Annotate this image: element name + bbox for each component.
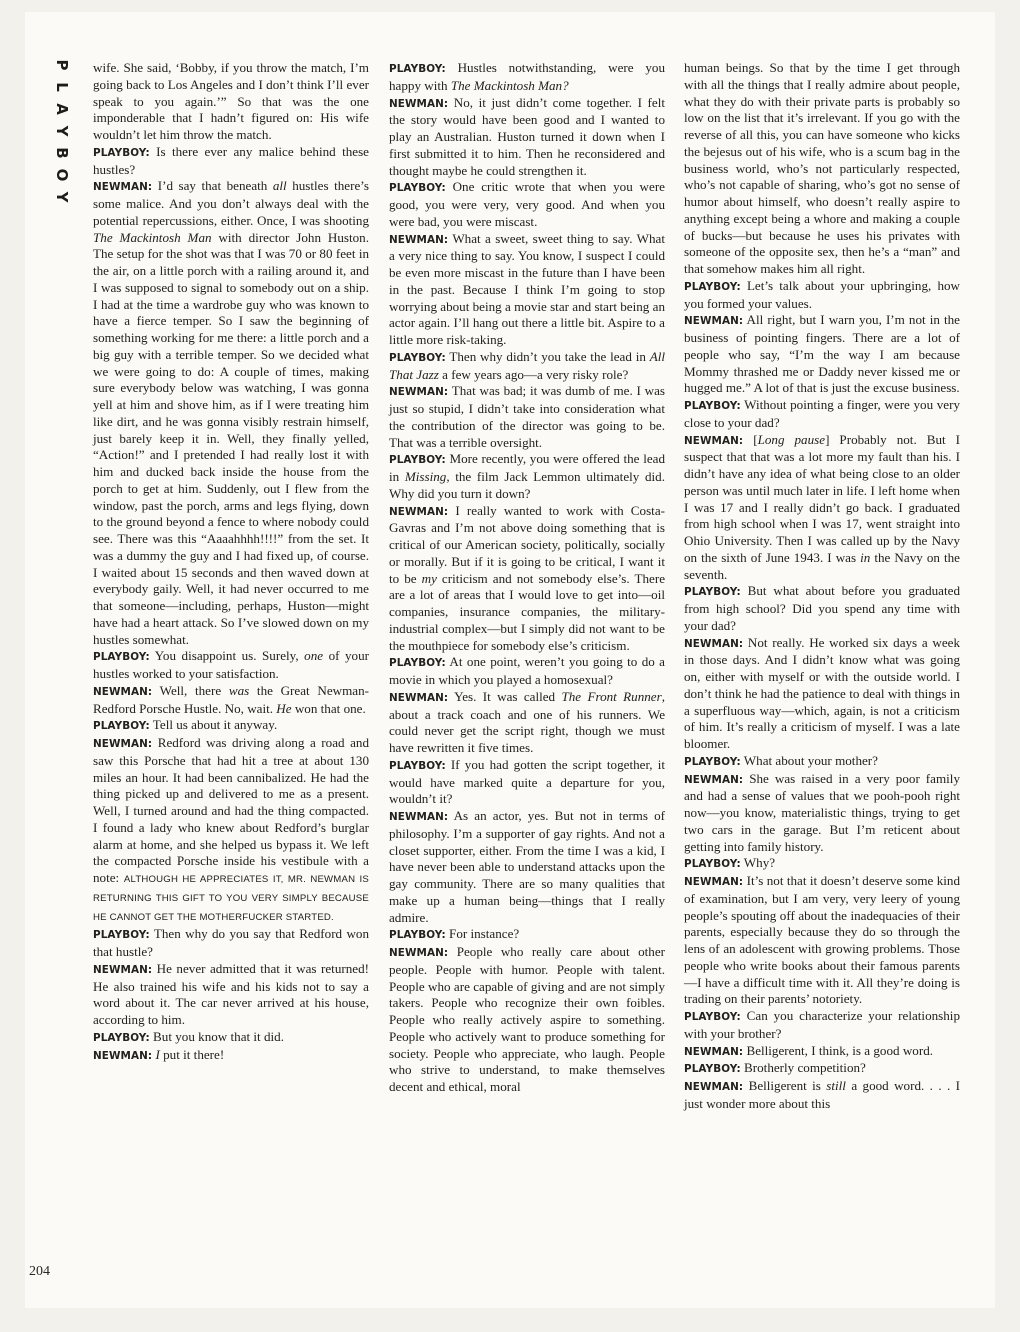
body-text: of your hustles worked to your satisfaction.: [93, 648, 369, 681]
interview-paragraph: [389, 231, 665, 349]
body-text: For instance?: [445, 926, 520, 942]
body-text: won that one.: [291, 700, 366, 716]
body-text: a good word. . . . I just wonder more about this: [684, 1078, 961, 1111]
italic-text: Long pause: [757, 431, 826, 447]
interview-paragraph: [684, 432, 960, 584]
speaker-label: NEWMAN:: [93, 738, 153, 750]
body-text: As an actor, yes. But not in terms of philosophy. I’m a supporter of gay rights. And not a closet supporter, either. From the time I was a kid, I have never been able to understand attacks upon the gay community. There are so many qualities that make up a human being—things that I really admire.: [389, 808, 665, 925]
speaker-label: NEWMAN:: [389, 233, 449, 246]
body-text: But you know that it did.: [149, 1028, 284, 1044]
speaker-label: PLAYBOY:: [684, 586, 741, 599]
body-text: a few years ago—a very risky role?: [438, 366, 629, 382]
speaker-label: PLAYBOY:: [389, 454, 446, 467]
interview-paragraph: [389, 757, 665, 808]
body-text: the Great Newman-Redford Porsche Hustle. No, wait.: [93, 682, 369, 716]
body-text: He never admitted that it was returned! He also trained his wife and his kids not to say a word about it. The car never arrived at his house, according to him.: [93, 960, 369, 1027]
page-number: 204: [29, 1264, 50, 1279]
body-text: Belligerent is: [743, 1078, 827, 1093]
text-column-1: [93, 60, 369, 1064]
interview-paragraph: [389, 944, 665, 1096]
interview-paragraph: [389, 689, 665, 757]
speaker-label: PLAYBOY:: [389, 351, 446, 364]
italic-text: one: [304, 648, 324, 664]
interview-paragraph: [684, 583, 960, 634]
body-text: Why?: [740, 855, 776, 871]
speaker-label: NEWMAN:: [389, 97, 449, 110]
italic-text: in: [860, 549, 871, 565]
running-title: P L A Y B O Y: [53, 59, 71, 203]
interview-paragraph: [93, 717, 369, 735]
interview-paragraph: [684, 855, 960, 873]
body-text: wife. She said, ‘Bobby, if you throw the match, I’m going back to Los Angeles and I don’t think I’ll ever speak to you again.’” So that was the one imponderable that I hadn’t figured on: His wife wouldn’t let him throw the match.: [93, 60, 369, 142]
speaker-label: PLAYBOY:: [93, 146, 150, 159]
italic-text: He: [276, 700, 292, 716]
interview-paragraph: [93, 178, 369, 648]
interview-paragraph: [93, 648, 369, 683]
body-text: What about your mother?: [740, 752, 878, 768]
body-text: the Navy on the seventh.: [684, 549, 960, 582]
body-text: I’d say that beneath: [152, 178, 273, 194]
speaker-label: PLAYBOY:: [389, 657, 446, 670]
interview-paragraph: [93, 926, 369, 961]
body-text: criticism and not somebody else’s. There are a lot of areas that I would love to get into—oil companies, insurance companies, the military-industrial complex—but I simply did not want to be the mouthpiece for somebody else’s criticism.: [389, 570, 666, 653]
interview-paragraph: [389, 179, 665, 230]
text-column-2: [389, 60, 665, 1096]
interview-paragraph: [389, 95, 665, 180]
body-text: Is there ever any malice behind these hustles?: [93, 143, 369, 177]
body-text: People who really care about other people. People with humor. People with talent. People who are capable of giving and are not simply takers. People who recognize their own foibles. People who really actively aspire to something. People who actively want to produce something for society. People who appreciate, who laugh. People who strive to understand, to make themselves decent and ethical, moral: [389, 944, 665, 1094]
speaker-label: NEWMAN:: [389, 505, 449, 518]
italic-text: was: [228, 682, 250, 698]
interview-paragraph: [684, 397, 960, 432]
speaker-label: PLAYBOY:: [93, 1031, 150, 1044]
body-text: human beings. So that by the time I get through with all the things that I really admire about people, what they do with their private parts is probably so low on the list that it’s irrelevant. If you go with the reverse of all this, you can have someone who kicks the bejesus out of his wife, who is a scum bag in the business world, who’s not particularly respected, who’s not capable of sharing, who’s got no sense of humor about himself, who doesn’t really aspire to anything except being a whore and making a couple of bucks—but because he uses his privates with someone of the opposite sex, then he’s a “man” and that somehow makes him all right.: [684, 60, 960, 276]
body-text: Hustles notwithstanding, were you happy with: [389, 60, 665, 93]
interview-paragraph: [389, 349, 665, 384]
body-text: She was raised in a very poor family and had a sense of values that we pooh-pooh right now—you know, materialistic things, trying to get two cars in the garage. But I’m reticent about getting into family history.: [684, 770, 960, 854]
speaker-label: NEWMAN:: [684, 1081, 744, 1093]
speaker-label: NEWMAN:: [684, 876, 744, 888]
interview-paragraph: [684, 753, 960, 771]
italic-text: The Mackintosh Man: [93, 229, 212, 245]
note-text: ALTHOUGH HE APPRECIATES IT, MR. NEWMAN IS RETURNING THIS GIFT TO YOU VERY SIMPLY BECAUSE HE CANNOT GET THE MOTHERFUCKER STARTED.: [93, 874, 369, 923]
body-text: That was bad; it was dumb of me. I was just so stupid, I didn’t take into consideration what the contribution of the director was going to be. That was a terrible oversight.: [389, 383, 665, 450]
body-text: put it there!: [159, 1046, 225, 1062]
speaker-label: PLAYBOY:: [684, 280, 741, 293]
speaker-label: PLAYBOY:: [389, 182, 446, 195]
italic-text: All That Jazz: [389, 348, 665, 382]
body-text: Can you characterize your relationship with your brother?: [684, 1008, 960, 1041]
body-text: But what about before you graduated from high school? Did you spend any time with your dad?: [684, 583, 960, 633]
speaker-label: PLAYBOY:: [684, 858, 741, 871]
speaker-label: PLAYBOY:: [684, 755, 741, 768]
interview-paragraph: [684, 1008, 960, 1043]
interview-paragraph: [684, 1043, 960, 1061]
speaker-label: PLAYBOY:: [389, 759, 446, 772]
interview-paragraph: [93, 683, 369, 718]
body-text: One critic wrote that when you were good, you were very, very good. And when you were bad, you were miscast.: [389, 179, 665, 229]
interview-paragraph: [684, 635, 960, 753]
interview-paragraph: [93, 144, 369, 179]
body-text: Belligerent, I think, is a good word.: [743, 1042, 934, 1058]
italic-text: Missing: [404, 469, 447, 484]
italic-text: The Front Runner: [561, 688, 662, 704]
speaker-label: NEWMAN:: [684, 1045, 744, 1058]
interview-paragraph: [389, 383, 665, 451]
body-text: ] Probably not. But I suspect that that was a lot more my fault than his. I didn’t have any idea of what being close to an older person was until much later in life. I left home when I was 17 and I really didn’t go back. I graduated from high school when I was 17, went straight into Ohio University. Then I was called up by the Navy on the sixth of June 1943. I was: [684, 431, 960, 565]
body-text: Redford was driving along a road and saw this Porsche that had hit a tree at about 130 miles an hour. It had been cannibalized. He had the thing picked up and delivered to me as a present. Well, I turned around and had the thing compacted. I found a lady who knew about Redford’s burglar alarm at home, and she helped us bypass it. We left the compacted Porsche inside his vestibule with a note:: [93, 735, 369, 885]
italic-text: The Mackintosh Man?: [450, 77, 569, 93]
speaker-label: NEWMAN:: [389, 386, 449, 399]
speaker-label: NEWMAN:: [684, 434, 744, 447]
body-text: Then why do you say that Redford won that hustle?: [93, 926, 369, 959]
speaker-label: PLAYBOY:: [684, 400, 741, 412]
interview-paragraph: [93, 60, 369, 144]
speaker-label: NEWMAN:: [93, 1049, 153, 1062]
body-text: Without pointing a finger, were you very close to your dad?: [684, 397, 960, 430]
body-text: Not really. He worked six days a week in those days. And I didn’t know what was going on, either with myself or with the outside world. I don’t think he had the patience to deal with things in a superfluous way—which, again, is not a criticism of him. It’s really a criticism of myself. I was a late bloomer.: [684, 634, 960, 751]
interview-paragraph: [684, 1078, 960, 1113]
body-text: with director John Huston. The setup for the shot was that I was 70 or 80 feet in the air, on a little porch with a railing around it, and I was supposed to signal to somebody out on a ship. I had at the time a wardrobe guy who was known to have a fierce temper. So I saw the beginning of something working for me there: a little porch and a big guy with a terrible temper. So we decided what we were going to do: A couple of times, making sure everybody below was watching, I was gonna yell at him and shove him, as if I were treating him like dirt, and he was gonna visibly restrain himself, just barely keep it in. Well, they finally yelled, “Action!” and I pretended I had really lost it with him and ducked back inside the house from the porch to get at him. Suddenly, out I flew from the window, past the porch, arms and legs flying, down to the ground beyond a fence to where nobody could see. There was this “Aaaahhhh!!!!” from the set. It was a dummy the guy and I had fixed up, of course. I waited about 15 seconds and then waved down at everybody gaily. Well, it had never occurred to me that someone—including, perhaps, Huston—might have had a heart attack. So I’ve slowed down on my hustles somewhat.: [93, 229, 369, 647]
interview-paragraph: [684, 60, 960, 278]
speaker-label: PLAYBOY:: [389, 63, 446, 75]
body-text: Yes. It was called: [448, 688, 562, 704]
body-text: What a sweet, sweet thing to say. What a very nice thing to say. You know, I suspect I could be even more miscast in the future than I have been in the past. Because I think I’m going to stop worrying about being a movie star and start being an actor again. I’ll hang out there a little bit. Aspire to a little more risk-taking.: [389, 230, 665, 347]
interview-paragraph: [684, 771, 960, 856]
body-text: It’s not that it doesn’t deserve some kind of examination, but I am very, very leery of young people’s spouting off about the inadequacies of their parents, especially because they do so through the lens of an adolescent with growing problems. Those people who write books about their famous parents—I have a difficult time with it. All they’re doing is trading on their parents’ notoriety.: [684, 873, 960, 1007]
speaker-label: NEWMAN:: [684, 773, 744, 786]
speaker-label: NEWMAN:: [93, 181, 153, 194]
interview-paragraph: [93, 1029, 369, 1047]
speaker-label: PLAYBOY:: [93, 720, 150, 733]
interview-paragraph: [389, 808, 665, 926]
italic-text: I: [155, 1046, 160, 1062]
body-text: [: [743, 431, 758, 447]
body-text: hustles there’s some malice. And you don’t always deal with the potential repercussions, either. Once, I was shooting: [93, 178, 369, 228]
interview-paragraph: [389, 926, 665, 944]
text-column-3: [684, 60, 960, 1113]
body-text: Brotherly competition?: [740, 1060, 866, 1076]
speaker-label: NEWMAN:: [684, 637, 744, 650]
interview-paragraph: [389, 654, 665, 689]
speaker-label: NEWMAN:: [684, 315, 744, 328]
italic-text: all: [272, 178, 287, 194]
interview-paragraph: [93, 961, 369, 1029]
interview-paragraph: [684, 278, 960, 313]
interview-paragraph: [684, 312, 960, 397]
speaker-label: NEWMAN:: [389, 691, 449, 704]
italic-text: still: [826, 1078, 846, 1093]
body-text: Let’s talk about your upbringing, how you formed your values.: [684, 277, 960, 311]
interview-paragraph: [93, 1047, 369, 1065]
body-text: All right, but I warn you, I’m not in the business of pointing fingers. There are a lot of people who say, “I’m the way I am because Mommy thrashed me or Daddy never kissed me or hugged me.” A lot of that is just the excuse business.: [684, 312, 960, 396]
body-text: You disappoint us. Surely,: [149, 648, 305, 664]
speaker-label: PLAYBOY:: [684, 1011, 741, 1023]
body-text: I really wanted to work with Costa-Gavras and I’m not above doing something that is critical of our American society, politically, socially or morally. But if it is going to be critical, I want it to be: [389, 502, 665, 586]
interview-paragraph: [684, 1060, 960, 1078]
interview-paragraph: [389, 451, 665, 502]
body-text: If you had gotten the script together, it would have marked quite a departure for you, wouldn’t it?: [389, 756, 665, 807]
body-text: , about a track coach and one of his runners. We could never get the script right, though we must have rewritten it five times.: [389, 688, 665, 755]
speaker-label: PLAYBOY:: [93, 929, 150, 942]
interview-paragraph: [389, 503, 665, 655]
speaker-label: PLAYBOY:: [684, 1063, 741, 1076]
speaker-label: NEWMAN:: [93, 685, 153, 698]
speaker-label: NEWMAN:: [389, 947, 449, 959]
speaker-label: NEWMAN:: [93, 963, 153, 976]
body-text: No, it just didn’t come together. I felt the story would have been good and I wanted to play an Australian. Huston turned it down when I first submitted it to him. Then he reconsidered and thought maybe he could strengthen it.: [389, 94, 665, 178]
body-text: More recently, you were offered the lead in: [389, 451, 665, 484]
interview-paragraph: [684, 873, 960, 1008]
body-text: At one point, weren’t you going to do a movie in which you played a homosexual?: [389, 654, 665, 687]
body-text: Tell us about it anyway.: [149, 717, 278, 733]
body-text: , the film Jack Lemmon ultimately did. Why did you turn it down?: [389, 469, 665, 501]
italic-text: my: [421, 570, 437, 586]
interview-paragraph: [389, 60, 665, 95]
interview-paragraph: [93, 735, 369, 926]
magazine-page: [25, 12, 995, 1308]
body-text: Then why didn’t you take the lead in: [445, 348, 650, 364]
speaker-label: PLAYBOY:: [389, 929, 446, 942]
speaker-label: PLAYBOY:: [93, 651, 150, 664]
speaker-label: NEWMAN:: [389, 811, 449, 823]
body-text: Well, there: [152, 682, 229, 698]
